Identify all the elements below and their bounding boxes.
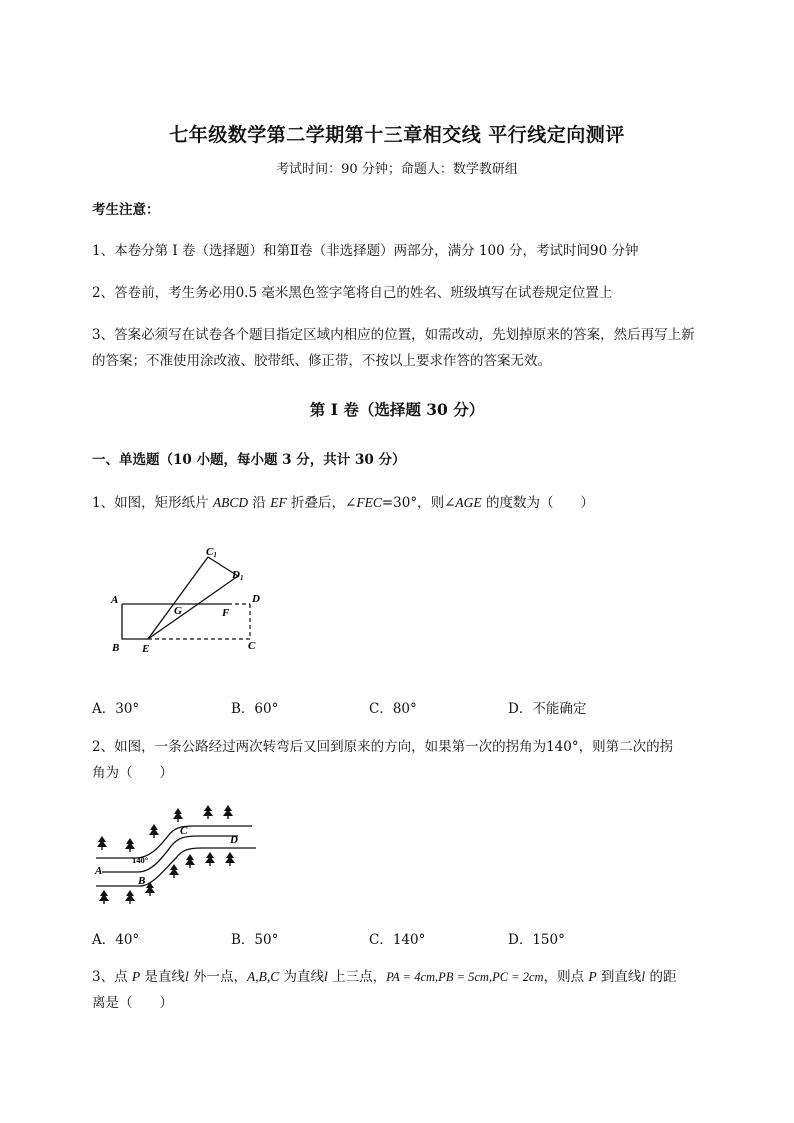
q1-option-a[interactable]: A．30° — [92, 701, 140, 717]
tree-icon — [205, 852, 215, 866]
tree-icon — [125, 890, 135, 904]
q2-angle-label: 140° — [132, 855, 149, 865]
note-item-3: 3、答案必须写在试卷各个题目指定区域内相应的位置，如需改动，先划掉原来的答案，然后再写上新 — [92, 327, 695, 343]
q2-option-a[interactable]: A．40° — [92, 932, 140, 948]
q2-label-D: D — [230, 834, 238, 846]
q1-label-D: D — [252, 593, 260, 605]
q1-option-c[interactable]: C．80° — [369, 701, 417, 717]
q1-label-B: B — [112, 642, 120, 654]
tree-icon — [223, 805, 233, 819]
question-3-line2: 离是（ ） — [92, 995, 173, 1011]
exam-info: 考试时间：90 分钟；命题人：数学教研组 — [276, 162, 518, 177]
q2-option-b[interactable]: B．50° — [231, 932, 279, 948]
q1-option-b[interactable]: B．60° — [231, 701, 279, 717]
q2-option-d[interactable]: D．150° — [508, 932, 565, 948]
note-item-3-cont: 的答案；不准使用涂改液、胶带纸、修正带，不按以上要求作答的答案无效。 — [92, 353, 551, 369]
q2-label-C: C — [180, 825, 188, 837]
q1-label-E: E — [142, 643, 150, 655]
tree-icon — [185, 854, 195, 868]
section-title: 第 I 卷（选择题 30 分） — [309, 400, 485, 419]
q2-label-B: B — [138, 875, 146, 887]
question-1: 1、如图，矩形纸片 ABCD 沿 EF 折叠后，∠FEC=30°，则∠AGE 的度数为（ ） — [92, 495, 594, 511]
q1-segment-EC1 — [148, 557, 208, 639]
question-3-line1: 3、点 P 是直线l 外一点，A,B,C 为直线l 上三点，PA = 4cm,PB = 5cm,PC = 2cm，则点 P 到直线l 的距 — [92, 969, 677, 985]
tree-icon — [173, 808, 183, 822]
q1-label-F: F — [222, 607, 230, 619]
tree-icon — [169, 864, 179, 878]
q1-fold-figure — [100, 540, 280, 660]
question-2-line1: 2、如图，一条公路经过两次转弯后又回到原来的方向，如果第一次的拐角为140°，则第二次的拐 — [92, 739, 674, 755]
tree-icon — [125, 838, 135, 852]
q1-label-C1: C1 — [206, 546, 217, 559]
q1-option-d[interactable]: D．不能确定 — [508, 701, 587, 717]
q2-road-figure — [90, 800, 270, 910]
notes-heading: 考生注意： — [92, 202, 160, 218]
q2-road-centerline — [102, 836, 238, 872]
q2-trees — [97, 805, 235, 904]
q1-label-A: A — [111, 594, 119, 606]
q2-option-c[interactable]: C．140° — [369, 932, 426, 948]
q1-label-D1: D1 — [232, 569, 244, 582]
tree-icon — [97, 836, 107, 850]
question-2-line2: 角为（ ） — [92, 765, 173, 781]
q1-label-C: C — [248, 640, 256, 652]
note-item-2: 2、答卷前，考生务必用0.5 毫米黑色签字笔将自己的姓名、班级填写在试卷规定位置上 — [92, 285, 613, 301]
q1-rect-left-bottom — [122, 604, 148, 639]
q1-label-G: G — [174, 605, 182, 617]
tree-icon — [99, 890, 109, 904]
q2-label-A: A — [95, 865, 103, 877]
q3-condition: PA = 4cm,PB = 5cm,PC = 2cm — [386, 970, 544, 984]
part-title: 一、单选题（10 小题，每小题 3 分，共计 30 分） — [92, 452, 406, 468]
tree-icon — [225, 852, 235, 866]
note-item-1: 1、本卷分第 I 卷（选择题）和第Ⅱ卷（非选择题）两部分，满分 100 分，考试时间90 分钟 — [92, 243, 639, 259]
tree-icon — [149, 824, 159, 838]
page-title: 七年级数学第二学期第十三章相交线 平行线定向测评 — [169, 124, 625, 146]
tree-icon — [203, 805, 213, 819]
